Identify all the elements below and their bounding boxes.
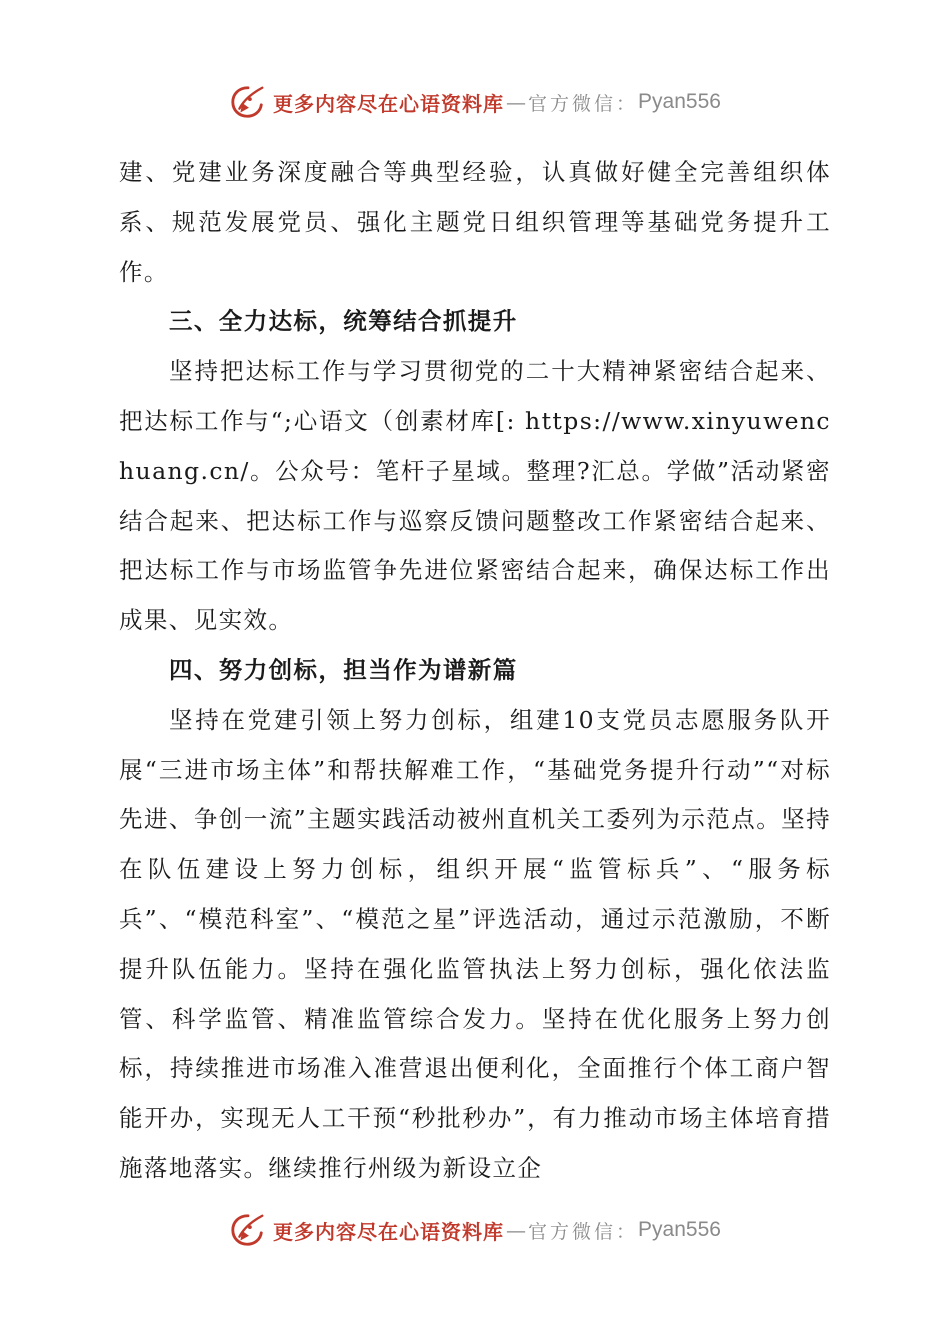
paragraph-continuation: 建、党建业务深度融合等典型经验，认真做好健全完善组织体系、规范发展党员、强化主题党日组织管理等基础党务提升工作。 [119,158,831,286]
section-3-paragraph: 坚持把达标工作与学习贯彻党的二十大精神紧密结合起来、把达标工作与“;心语文（创素材库[: https://www.xinyuwenchuang.cn/。公众号：笔杆子星域。整理?汇总。学做”活动紧密结合起来、把达标工作与巡察反馈问题整改工作紧密结合起来、把达标工作与市场监管争先进位紧密结合起来，确保达标工作出成果、见实效。 [119,357,831,635]
header-banner [0,80,950,124]
banner-separator: — [506,90,527,114]
section-3-heading: 三、全力达标，统筹结合抓提升 [169,307,518,336]
banner-separator: — [506,1218,527,1242]
banner-wechat-id: Pyan556 [638,90,721,113]
banner-brand-text: 更多内容尽在心语资料库 [273,1219,505,1244]
section-4-heading: 四、努力创标，担当作为谱新篇 [169,655,518,684]
section-4-paragraph: 坚持在党建引领上努力创标，组建10支党员志愿服务队开展“三进市场主体”和帮扶解难工作，“基础党务提升行动”“对标先进、争创一流”主题实践活动被州直机关工委列为示范点。坚持在队伍建设上努力创标，组织开展“监管标兵”、“服务标兵”、“模范科室”、“模范之星”评选活动，通过示范激励，不断提升队伍能力。坚持在强化监管执法上努力创标，强化依法监管、科学监管、精准监管综合发力。坚持在优化服务上努力创标，持续推进市场准入准营退出便利化，全面推行个体工商户智能开办，实现无人工干预“秒批秒办”，有力推动市场主体培育措施落地落实。继续推行州级为新设立企 [119,705,831,1182]
banner-brand-text: 更多内容尽在心语资料库 [273,91,505,116]
brush-pen-logo-icon [229,1211,267,1249]
document-body [119,148,831,1194]
footer-banner [0,1208,950,1252]
banner-wechat-label: 官方微信： [528,1220,639,1243]
brush-pen-logo-icon [229,83,267,121]
banner-wechat-id: Pyan556 [638,1218,721,1241]
banner-wechat-label: 官方微信： [528,92,639,115]
